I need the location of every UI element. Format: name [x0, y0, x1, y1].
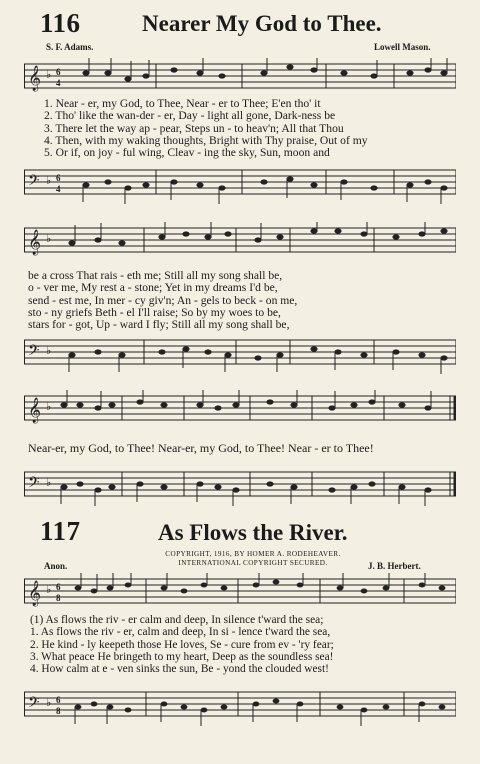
verse-line: 3. What peace He bringeth to my heart, Deep as the soundless sea! — [30, 650, 334, 663]
copyright-notice — [160, 550, 346, 568]
music-staff-bass — [24, 162, 456, 204]
svg-text:6: 6 — [56, 67, 61, 77]
copyright-line: INTERNATIONAL COPYRIGHT SECURED. — [178, 559, 328, 567]
svg-text:𝄞: 𝄞 — [28, 397, 42, 422]
svg-text:♭: ♭ — [46, 584, 52, 596]
verse-line: 1. Near - er, my God, to Thee, Near - er to Thee; E'en tho' it — [44, 97, 321, 110]
words-credit: S. F. Adams. — [46, 42, 94, 52]
svg-text:8: 8 — [56, 706, 61, 716]
music-staff-bass — [24, 684, 456, 730]
hymn-number: 117 — [40, 516, 81, 546]
hymn-title: Nearer My God to Thee. — [142, 11, 382, 36]
svg-text:♭: ♭ — [46, 69, 52, 81]
music-staff-treble — [24, 573, 456, 611]
music-credit: Lowell Mason. — [374, 42, 431, 52]
svg-text:𝄢: 𝄢 — [28, 172, 40, 192]
svg-text:♭: ♭ — [46, 233, 52, 245]
verse-line: 1. As flows the riv - er, calm and deep, In si - lence t'ward the sea, — [30, 626, 331, 639]
copyright-line: COPYRIGHT, 1916, BY HOMER A. RODEHEAVER. — [165, 550, 341, 558]
svg-text:𝄢: 𝄢 — [28, 342, 40, 362]
verse-line: stars for - got, Up - ward I fly; Still all my song shall be, — [28, 318, 290, 332]
svg-text:6: 6 — [56, 695, 61, 705]
verse-line: 2. He kind - ly keepeth those He loves, Se - cure from ev - 'ry fear; — [30, 638, 334, 651]
svg-text:6: 6 — [56, 173, 61, 183]
hymn-title: As Flows the River. — [158, 520, 348, 545]
verse-line: 5. Or if, on joy - ful wing, Cleav - ing the sky, Sun, moon and — [44, 146, 330, 160]
hymn-number: 116 — [40, 8, 81, 38]
music-staff-treble — [24, 58, 456, 96]
verse-line: send - est me, In mer - cy giv'n; An - gels to beck - on me, — [28, 293, 298, 307]
verse-block — [30, 614, 436, 675]
svg-text:♭: ♭ — [46, 401, 52, 413]
verse-line: (1) As flows the riv - er calm and deep, In silence t'ward the sea; — [30, 614, 324, 626]
svg-text:8: 8 — [56, 593, 61, 603]
music-staff-treble — [24, 222, 456, 260]
verse-line: o - ver me, My rest a - stone; Yet in my dreams I'd be, — [28, 281, 278, 295]
svg-text:6: 6 — [56, 582, 61, 592]
verse-line: be a cross That rais - eth me; Still all my song shall be, — [28, 269, 283, 282]
svg-text:𝄢: 𝄢 — [28, 474, 40, 494]
verse-line: 2. Tho' like the wan-der - er, Day - light all gone, Dark-ness be — [44, 109, 336, 123]
music-staff-treble — [24, 390, 456, 428]
verse-block-second-line — [28, 270, 434, 331]
svg-text:4: 4 — [56, 184, 61, 194]
verse-line: 3. There let the way ap - pear, Steps un - to heav'n; All that Thou — [44, 121, 344, 135]
verse-line: 4. Then, with my waking thoughts, Bright with Thy praise, Out of my — [44, 133, 368, 147]
svg-text:𝄢: 𝄢 — [28, 694, 40, 714]
svg-text:4: 4 — [56, 78, 61, 88]
svg-text:𝄞: 𝄞 — [28, 229, 42, 254]
refrain-text: Near-er, my God, to Thee! Near-er, my God, to Thee! Near - er to Thee! — [28, 441, 374, 455]
verse-block-first-line — [44, 98, 450, 159]
music-credit: J. B. Herbert. — [368, 561, 421, 571]
svg-text:♭: ♭ — [46, 477, 52, 489]
music-staff-bass — [24, 332, 456, 374]
music-staff-bass — [24, 464, 456, 506]
svg-text:𝄞: 𝄞 — [28, 65, 42, 90]
svg-text:♭: ♭ — [46, 345, 52, 357]
words-credit: Anon. — [44, 561, 68, 571]
verse-line: sto - ny griefs Beth - el I'll raise; So by my woes to be, — [28, 305, 281, 319]
svg-text:♭: ♭ — [46, 175, 52, 187]
svg-text:♭: ♭ — [46, 697, 52, 709]
svg-text:𝄞: 𝄞 — [28, 580, 42, 605]
verse-line: 4. How calm at e - ven sinks the sun, Be - yond the clouded west! — [30, 663, 329, 676]
